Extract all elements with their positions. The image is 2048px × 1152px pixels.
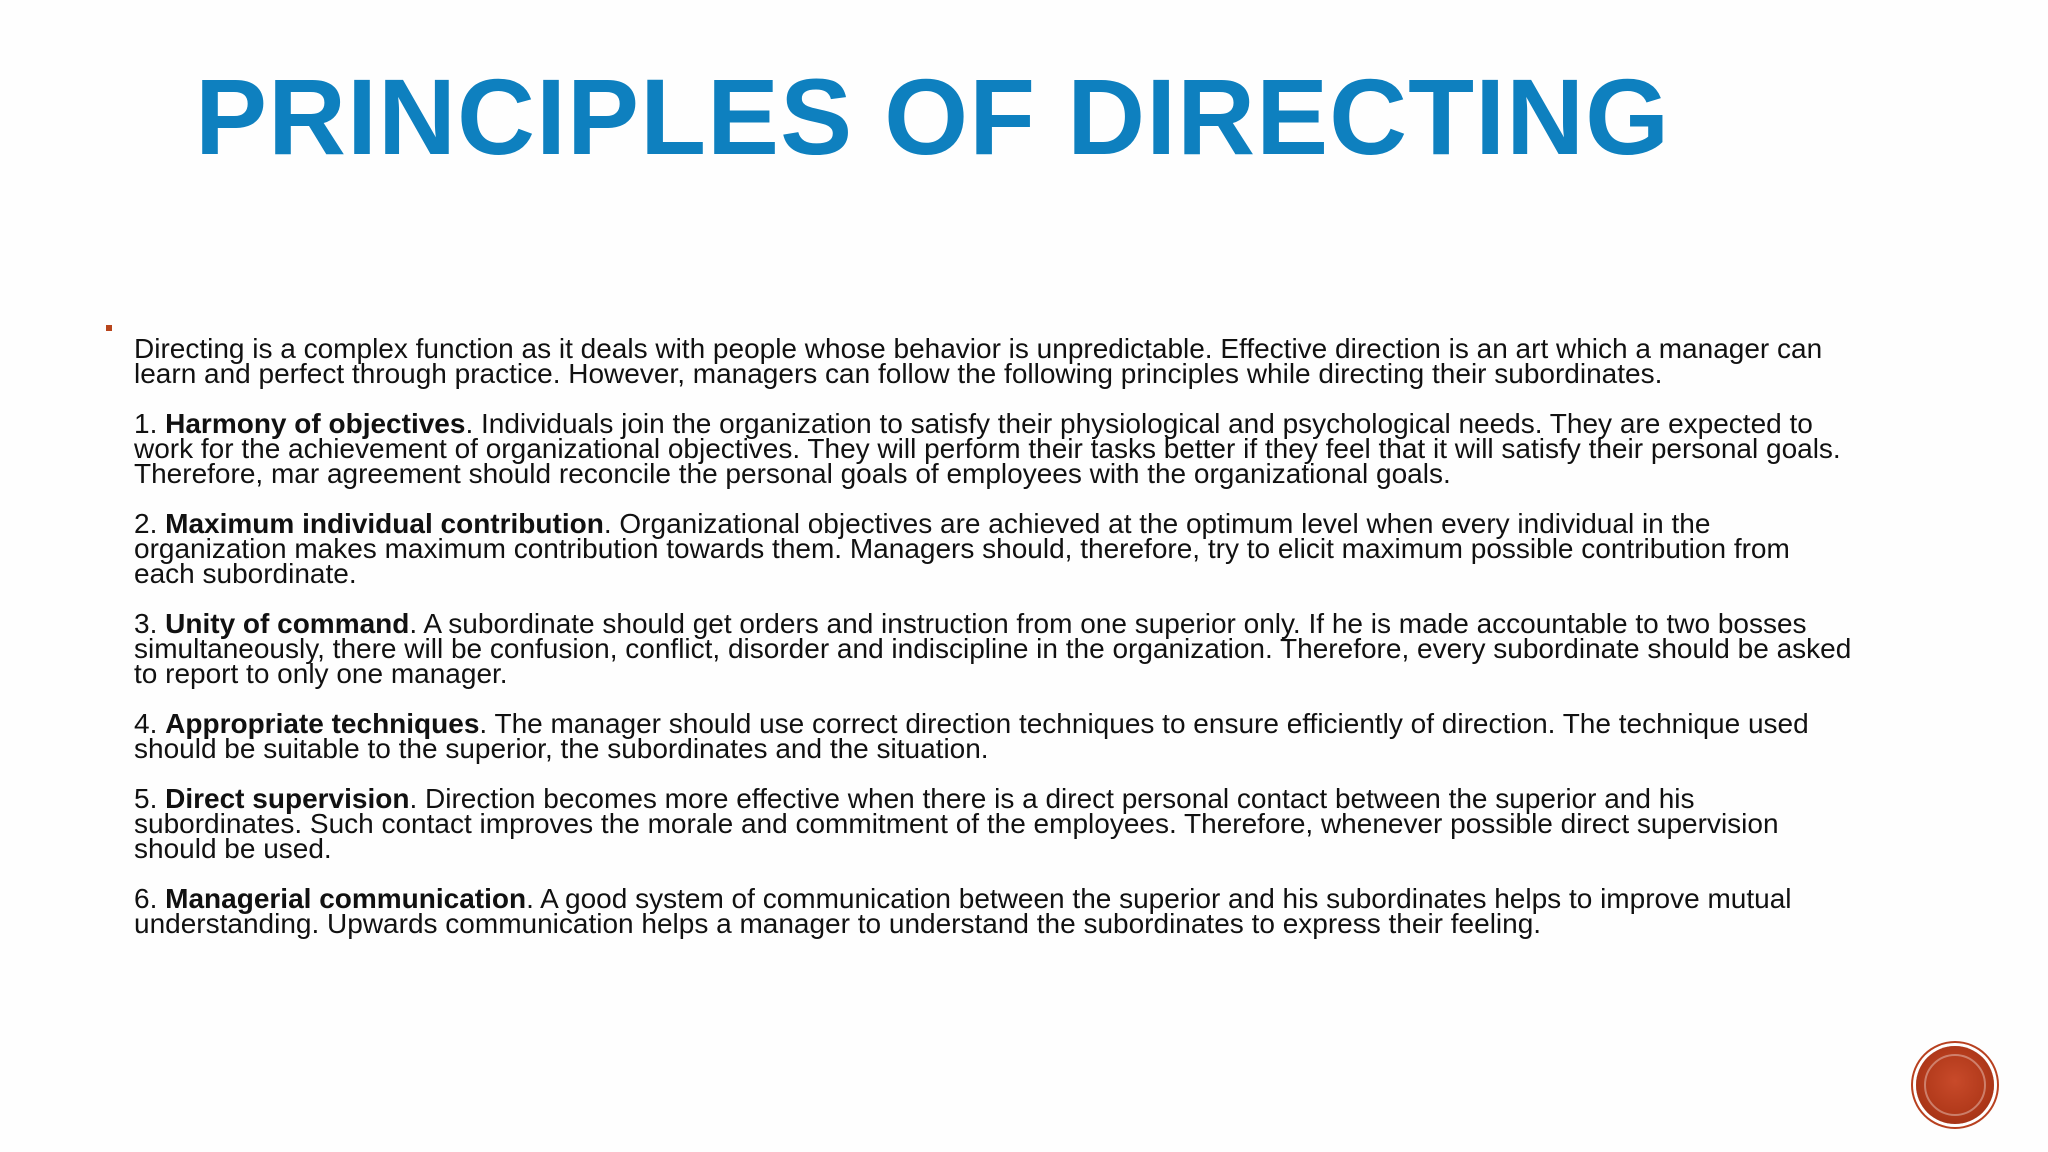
principle-item: [134, 608, 1854, 689]
principle-number: 6.: [134, 883, 158, 914]
principle-item: [134, 508, 1854, 589]
principle-text: . Organizational objectives are achieved at the optimum level when every individual in the organization makes maximum contribution towards them. Managers should, therefore, try to elicit maximum possible contribution from each subordinate.: [134, 508, 1790, 589]
principle-number: 5.: [134, 783, 158, 814]
bullet-marker: [106, 325, 112, 331]
principle-text: . The manager should use correct direction techniques to ensure efficiently of direction. The technique used should be suitable to the superior, the subordinates and the situation.: [134, 708, 1809, 764]
principle-text: . Individuals join the organization to satisfy their physiological and psychological needs. They are expected to work for the achievement of organizational objectives. They will perform their tasks better if they feel that it will satisfy their personal goals. Therefore, mar agreement should reconcile the personal goals of employees with the organizational goals.: [134, 408, 1841, 489]
slide-body: [134, 333, 1854, 961]
principle-heading: Unity of command: [165, 608, 410, 639]
principle-text: . A good system of communication between the superior and his subordinates helps to improve mutual understanding. Upwards communication helps a manager to understand the subordinates to express their feeling.: [134, 883, 1792, 939]
intro-paragraph: Directing is a complex function as it deals with people whose behavior is unpredictable. Effective direction is an art which a manager can learn and perfect through practice. However, managers can follow the following principles while directing their subordinates.: [134, 333, 1823, 389]
button-ring: [1924, 1054, 1986, 1116]
principle-item: [134, 883, 1854, 939]
circle-button-icon[interactable]: [1916, 1046, 1994, 1124]
principle-number: 2.: [134, 508, 158, 539]
principle-heading: Maximum individual contribution: [165, 508, 604, 539]
principle-text: . A subordinate should get orders and instruction from one superior only. If he is made accountable to two bosses simultaneously, there will be confusion, conflict, disorder and indiscipline in the organization. Therefore, every subordinate should be asked to report to only one manager.: [134, 608, 1852, 689]
principle-heading: Direct supervision: [165, 783, 410, 814]
principle-number: 3.: [134, 608, 158, 639]
principle-heading: Appropriate techniques: [165, 708, 480, 739]
principle-heading: Managerial communication: [165, 883, 527, 914]
principle-item: [134, 408, 1854, 489]
principle-heading: Harmony of objectives: [165, 408, 466, 439]
principle-item: [134, 708, 1854, 764]
principle-number: 1.: [134, 408, 158, 439]
slide-title: PRINCIPLES OF DIRECTING: [195, 56, 1671, 177]
principle-text: . Direction becomes more effective when there is a direct personal contact between the superior and his subordinates. Such contact improves the morale and commitment of the employees. Therefore, whenever possible direct supervision should be used.: [134, 783, 1779, 864]
principle-item: [134, 783, 1854, 864]
principle-number: 4.: [134, 708, 158, 739]
